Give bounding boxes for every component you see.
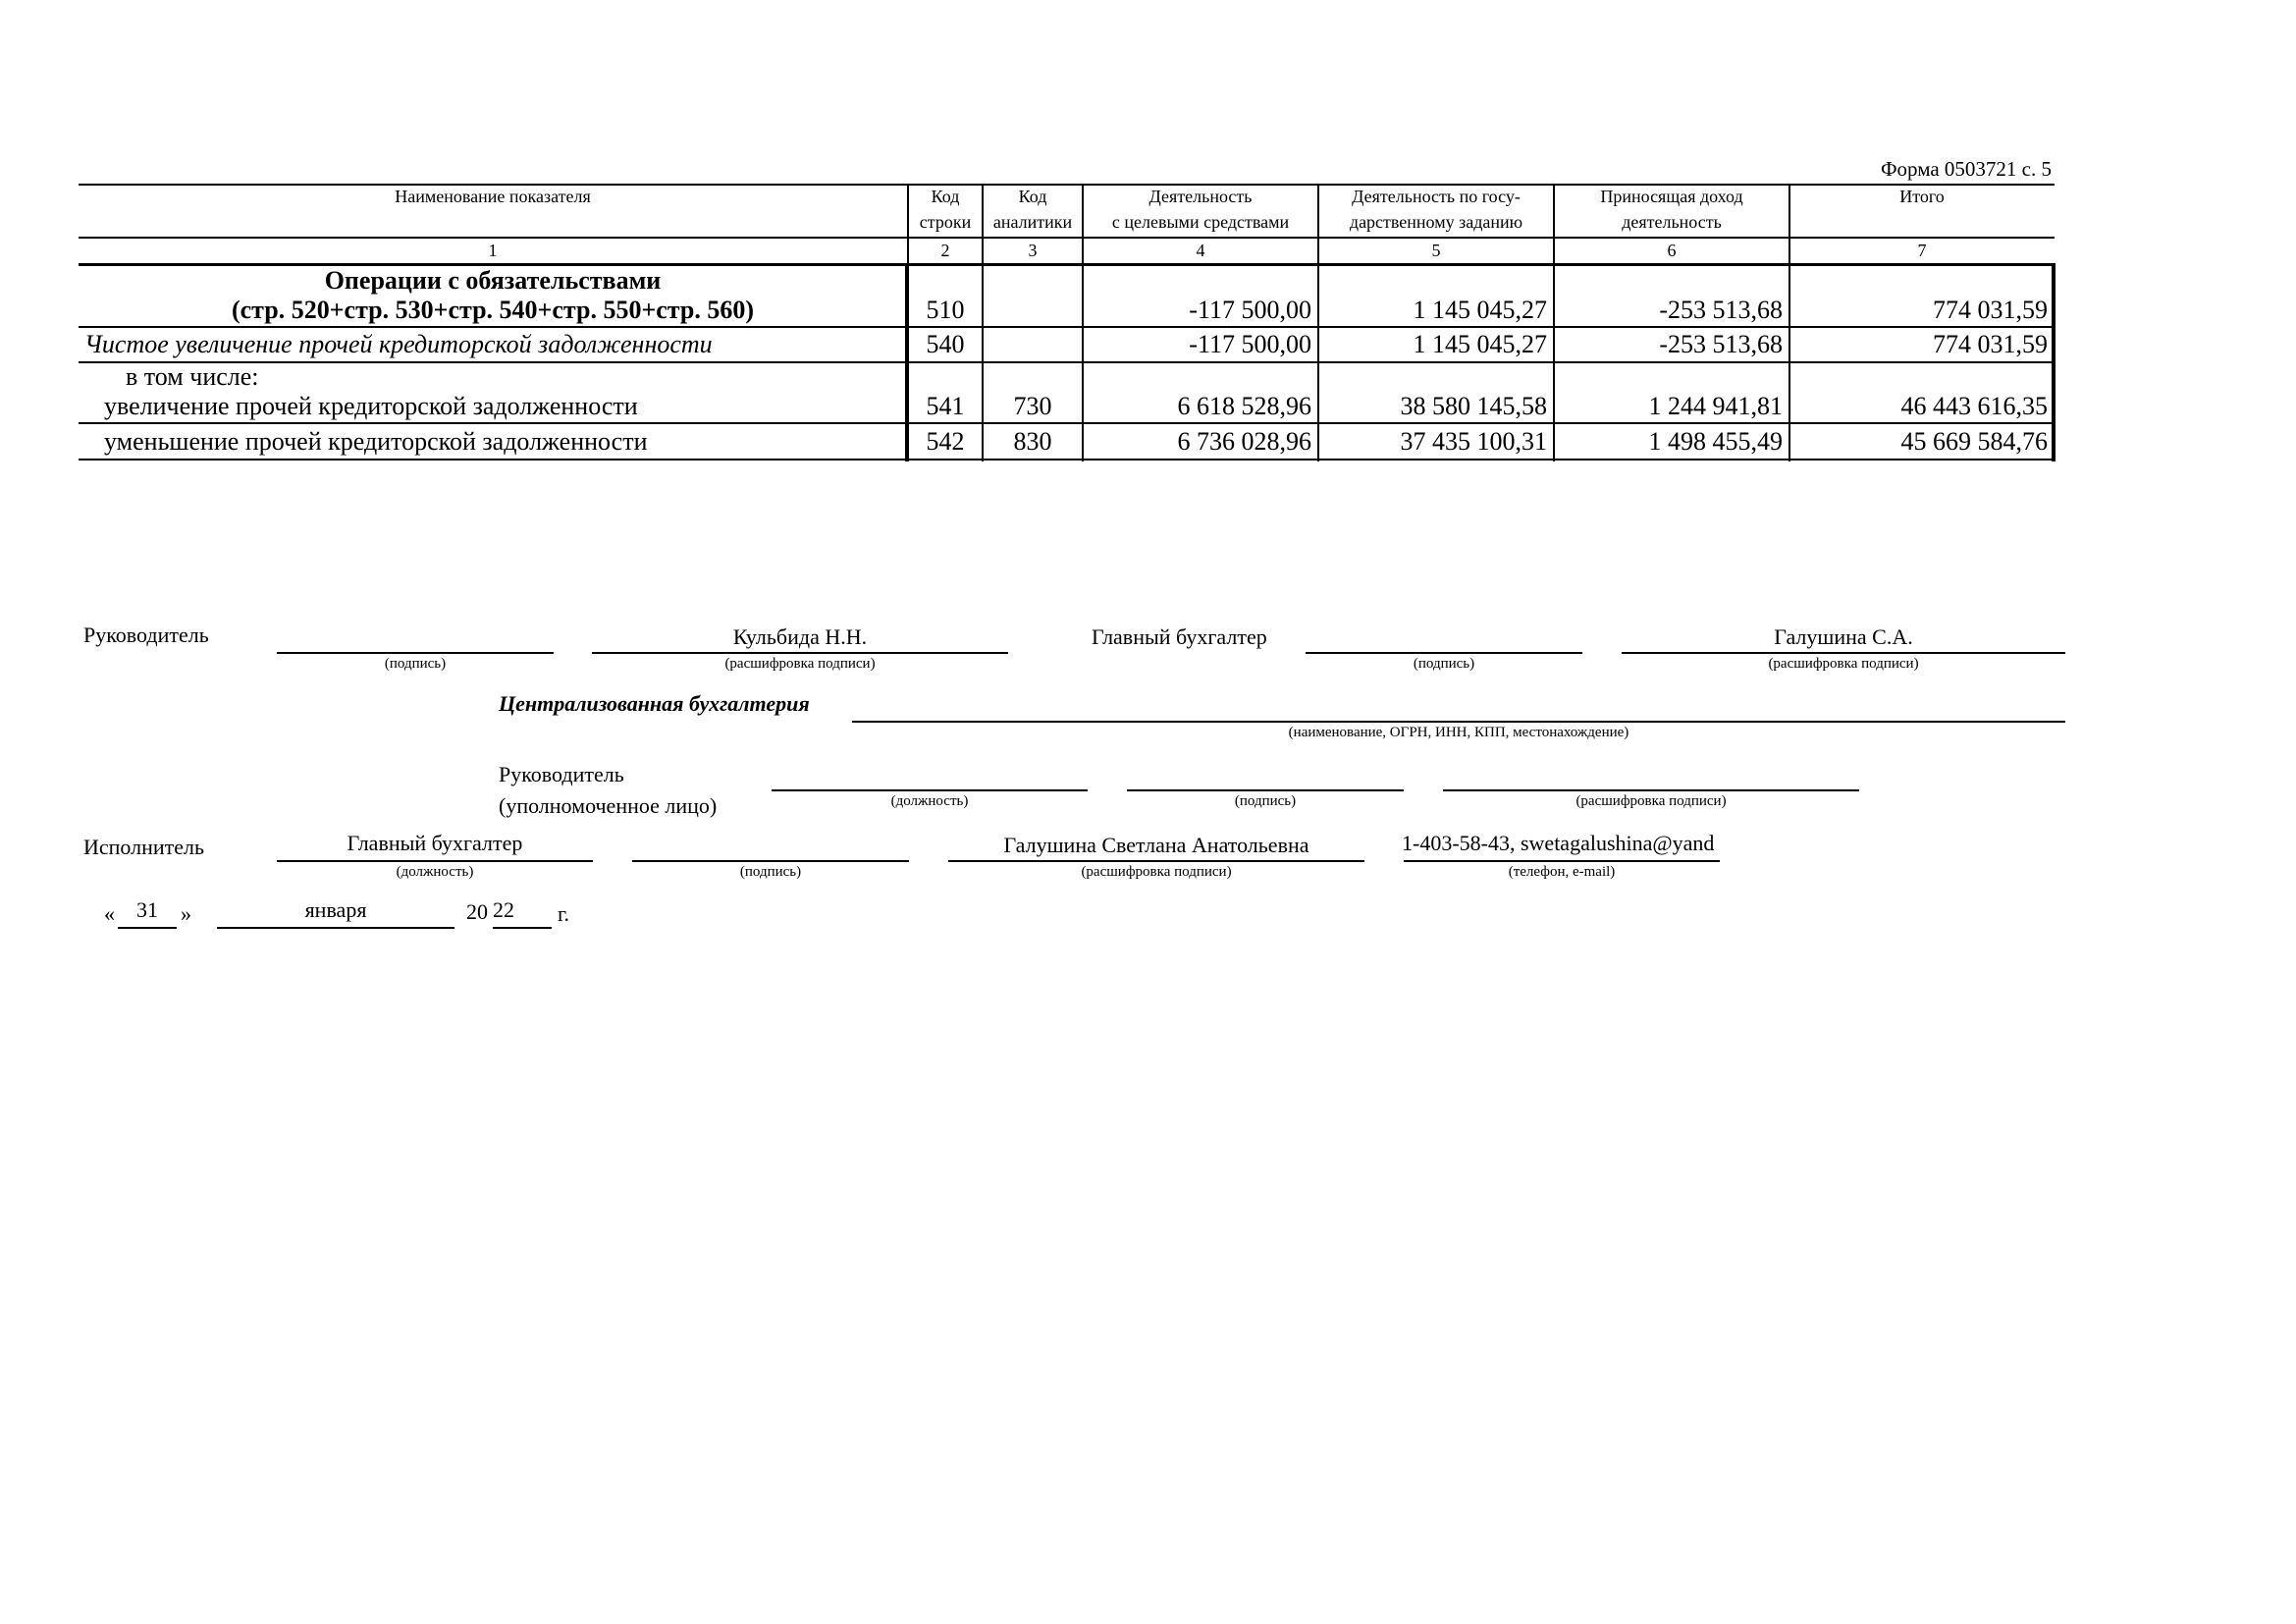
row-542-code: 542: [926, 427, 965, 456]
executor-name-caption: (расшифровка подписи): [1081, 864, 1232, 880]
row-541-col6: 1 244 941,81: [1648, 392, 1783, 420]
header-col7: Итого: [1899, 187, 1945, 206]
authorized-head-label-1: Руководитель: [499, 762, 624, 786]
executor-contact: 1-403-58-43, swetagalushina@yand: [1402, 831, 1715, 855]
col-number-5: 5: [1431, 241, 1441, 260]
header-col5-1: Деятельность по госу-: [1352, 187, 1521, 206]
date-month: января: [304, 897, 367, 922]
authorized-head-label-2: (уполномоченное лицо): [499, 793, 718, 818]
row-542-col4: 6 736 028,96: [1177, 427, 1311, 456]
centralized-accounting-label: Централизованная бухгалтерия: [499, 691, 810, 716]
head-name-line: [592, 652, 1008, 654]
col-number-1: 1: [488, 241, 498, 260]
row-542-col6: 1 498 455,49: [1648, 427, 1783, 456]
date-day-line: [118, 927, 177, 929]
date-day: 31: [136, 897, 158, 922]
row-540-col5: 1 145 045,27: [1413, 330, 1547, 358]
date-open-quote: «: [104, 901, 115, 926]
head-signature-line: [277, 652, 554, 654]
row-510-name-line2: (стр. 520+стр. 530+стр. 540+стр. 550+стр. 560): [231, 296, 755, 324]
authorized-name-line: [1443, 789, 1859, 791]
row-541-col7: 46 443 616,35: [1900, 392, 2048, 420]
form-label: Форма 0503721 с. 5: [1880, 157, 2052, 181]
chief-accountant-label: Главный бухгалтер: [1092, 624, 1267, 649]
executor-position: Главный бухгалтер: [347, 831, 523, 855]
row-542-col7: 45 669 584,76: [1900, 427, 2048, 456]
date-close-quote: »: [181, 901, 191, 926]
row-541-col5: 38 580 145,58: [1400, 392, 1547, 420]
header-code-analytic-1: Код: [1018, 187, 1047, 206]
chief-accountant-signature-caption: (подпись): [1413, 656, 1475, 672]
header-code-row-1: Код: [931, 187, 960, 206]
row-541-prefix: в том числе:: [126, 362, 259, 391]
head-label: Руководитель: [83, 623, 209, 647]
chief-accountant-name-caption: (расшифровка подписи): [1768, 656, 1919, 672]
row-540-col6: -253 513,68: [1659, 330, 1783, 358]
row-540-col4: -117 500,00: [1189, 330, 1311, 358]
executor-position-line: [277, 860, 593, 862]
report-table: [79, 184, 2055, 463]
row-510-col6: -253 513,68: [1659, 296, 1783, 324]
authorized-name-caption: (расшифровка подписи): [1575, 793, 1727, 809]
authorized-position-line: [772, 789, 1088, 791]
row-510-col7: 774 031,59: [1933, 296, 2048, 324]
col-number-2: 2: [940, 241, 950, 260]
row-541-name: увеличение прочей кредиторской задолженности: [104, 392, 638, 420]
header-col6-2: деятельность: [1622, 212, 1722, 232]
head-name: Кульбида Н.Н.: [732, 624, 868, 649]
head-signature-caption: (подпись): [384, 656, 447, 672]
executor-position-caption: (должность): [396, 864, 474, 880]
row-542-name: уменьшение прочей кредиторской задолженности: [104, 427, 648, 456]
header-col4-1: Деятельность: [1148, 187, 1253, 206]
executor-name: Галушина Светлана Анатольевна: [1003, 833, 1309, 857]
chief-accountant-name-line: [1622, 652, 2065, 654]
row-542-analytic: 830: [1013, 427, 1052, 456]
row-540-col7: 774 031,59: [1933, 330, 2048, 358]
org-details-line: [852, 721, 2065, 723]
header-code-row-2: строки: [919, 212, 972, 232]
col-number-6: 6: [1667, 241, 1677, 260]
date-year-mark: г.: [558, 901, 570, 926]
date-year-prefix: 20: [466, 899, 488, 924]
date-year-suffix: 22: [493, 897, 514, 922]
row-541-col4: 6 618 528,96: [1177, 392, 1311, 420]
authorized-signature-caption: (подпись): [1234, 793, 1297, 809]
col-number-3: 3: [1028, 241, 1038, 260]
row-541-analytic: 730: [1013, 392, 1052, 420]
date-month-line: [217, 927, 454, 929]
row-542-col5: 37 435 100,31: [1400, 427, 1547, 456]
col-number-4: 4: [1196, 241, 1205, 260]
authorized-signature-line: [1127, 789, 1404, 791]
chief-accountant-signature-line: [1306, 652, 1582, 654]
row-541-code: 541: [926, 392, 965, 420]
col-number-7: 7: [1917, 241, 1927, 260]
executor-contact-line: [1404, 860, 1720, 862]
header-name: Наименование показателя: [395, 187, 591, 206]
row-540-name: Чистое увеличение прочей кредиторской задолженности: [84, 330, 713, 358]
chief-accountant-name: Галушина С.А.: [1774, 624, 1913, 649]
executor-signature-line: [632, 860, 909, 862]
row-510-name-line1: Операции с обязательствами: [324, 266, 662, 295]
executor-label: Исполнитель: [83, 835, 205, 859]
header-col4-2: с целевыми средствами: [1111, 212, 1290, 232]
row-510-col5: 1 145 045,27: [1413, 296, 1547, 324]
row-510-col4: -117 500,00: [1189, 296, 1311, 324]
row-510-code: 510: [926, 296, 965, 324]
header-code-analytic-2: аналитики: [992, 212, 1073, 232]
header-col5-2: дарственному заданию: [1349, 212, 1523, 232]
authorized-position-caption: (должность): [890, 793, 969, 809]
executor-contact-caption: (телефон, e-mail): [1508, 864, 1616, 880]
org-details-caption: (наименование, ОГРН, ИНН, КПП, местонахождение): [1288, 725, 1629, 740]
date-year-line: [493, 927, 552, 929]
header-col6-1: Приносящая доход: [1600, 187, 1743, 206]
executor-signature-caption: (подпись): [739, 864, 802, 880]
executor-name-line: [948, 860, 1364, 862]
row-540-code: 540: [926, 330, 965, 358]
head-name-caption: (расшифровка подписи): [724, 656, 876, 672]
